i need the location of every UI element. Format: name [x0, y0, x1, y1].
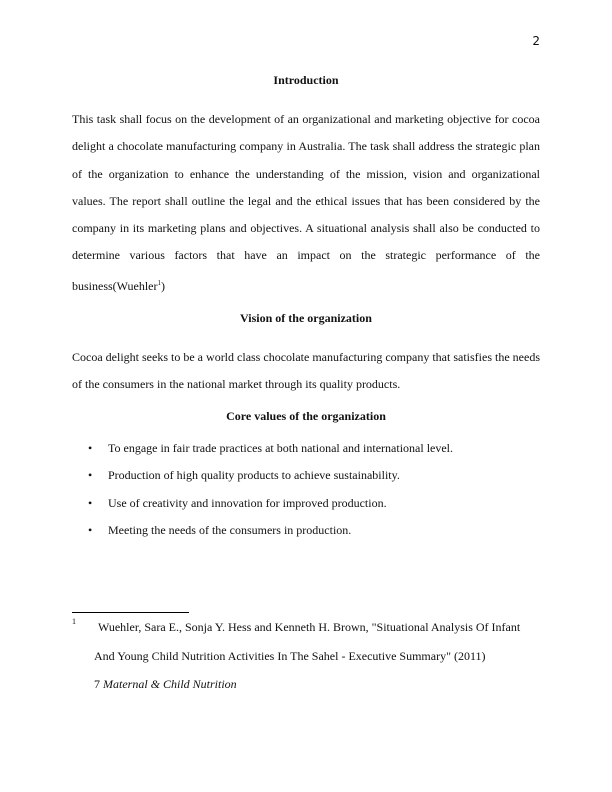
footnote-line-2: And Young Child Nutrition Activities In The Sahel - Executive Summary" (2011) — [94, 648, 486, 663]
footnote-marker: 1 — [72, 617, 76, 626]
bullet-icon: • — [88, 440, 93, 455]
bullet-icon: • — [88, 495, 93, 510]
list-item-text: To engage in fair trade practices at both national and international level. — [108, 440, 454, 455]
bullet-icon: • — [88, 468, 93, 483]
list-item — [72, 517, 540, 545]
core-values-list — [72, 435, 540, 545]
bullet-icon: • — [88, 523, 93, 538]
footnote-reference: 1 — [157, 278, 161, 287]
list-item-text: Use of creativity and innovation for improved production. — [108, 495, 387, 510]
list-item — [72, 490, 540, 518]
page-number: 2 — [532, 34, 540, 48]
list-item-text: Production of high quality products to achieve sustainability. — [108, 468, 400, 483]
vision-paragraph: Cocoa delight seeks to be a world class chocolate manufacturing company that satisfies the needs of the consumers in the national market through its quality products. — [72, 350, 540, 392]
footnote-journal: Maternal & Child Nutrition — [103, 677, 237, 691]
document-body — [72, 70, 540, 545]
footnote-line-3 — [72, 670, 532, 699]
footnote-line-1: Wuehler, Sara E., Sonja Y. Hess and Kenneth H. Brown, "Situational Analysis Of Infant — [98, 620, 521, 634]
core-values-heading: Core values of the organization — [226, 408, 386, 423]
introduction-heading: Introduction — [273, 73, 339, 87]
introduction-paragraph-ending — [72, 270, 540, 300]
introduction-paragraph-text: This task shall focus on the development of an organizational and marketing objective for cocoa delight a chocolate manufacturing company in Australia. The task shall address the strategic plan of the organization to enhance the understanding of the mission, vision and organizational values. The report shall outline the legal and the ethical issues that has been considered by the company in its marketing plans and objectives. A situational analysis shall also be conducted to determine various factors that have an impact on the strategic performance of the — [72, 112, 540, 263]
vision-heading: Vision of the organization — [240, 311, 372, 326]
footnote-volume: 7 — [94, 677, 100, 691]
footnote — [72, 613, 532, 699]
list-item — [72, 435, 540, 463]
introduction-paragraph-end: business(Wuehler — [72, 278, 158, 293]
list-item — [72, 462, 540, 490]
list-item-text: Meeting the needs of the consumers in production. — [108, 523, 352, 538]
introduction-paragraph — [72, 106, 540, 270]
introduction-paragraph-close: ) — [161, 278, 165, 293]
